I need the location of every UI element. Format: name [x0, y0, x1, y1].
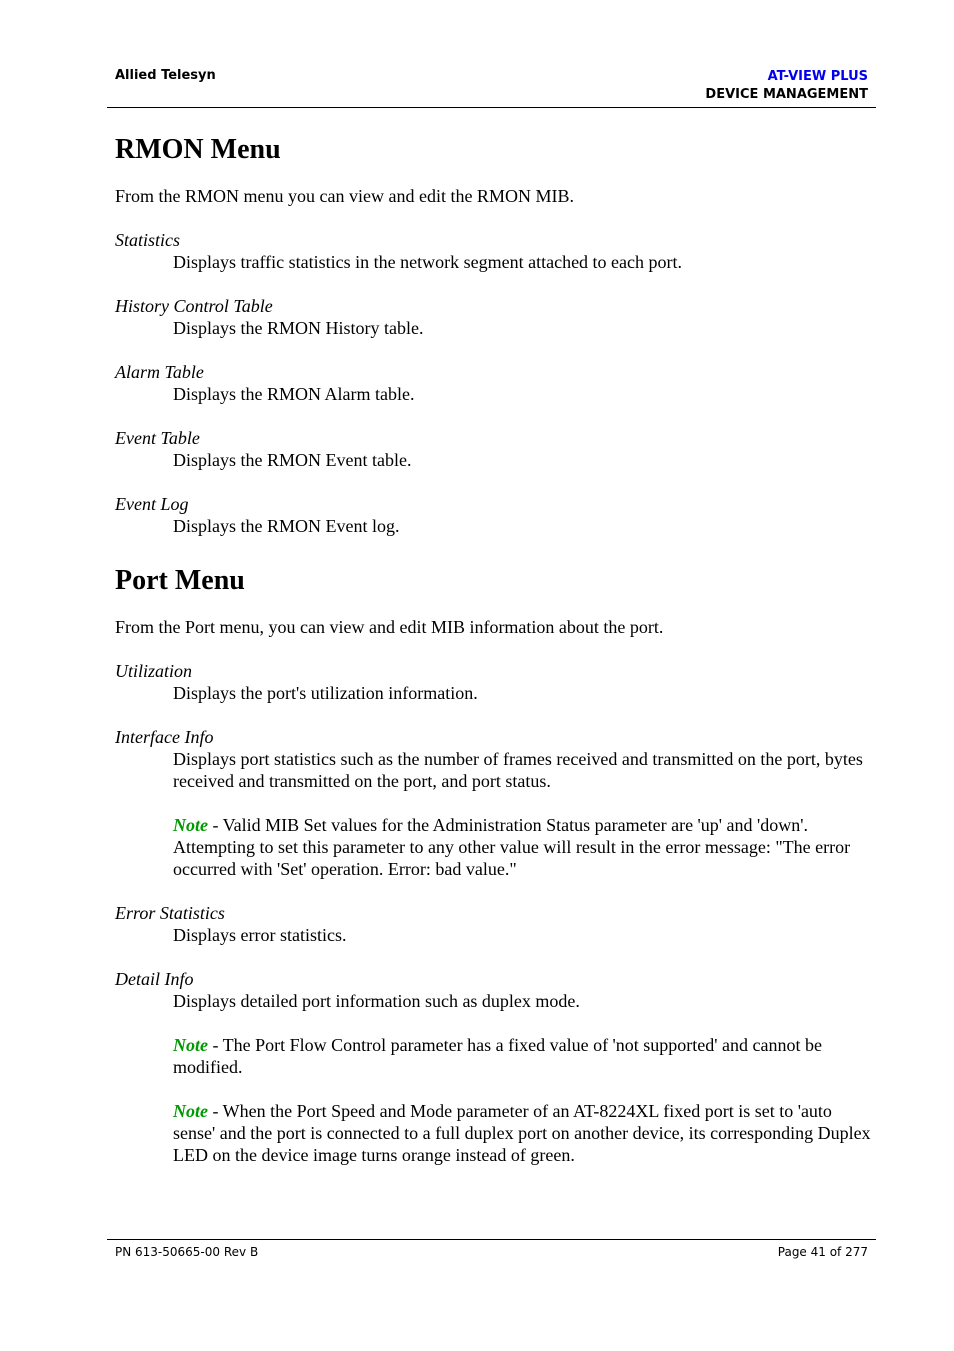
- rmon-item-event-table: [115, 427, 875, 471]
- item-description: Displays the RMON Event table.: [173, 450, 412, 470]
- item-description: Displays error statistics.: [173, 925, 347, 945]
- item-description: Displays port statistics such as the number of frames received and transmitted on the port, bytes received and transmitted on the port, and port status.: [173, 749, 863, 791]
- port-item-detail-info: [115, 968, 875, 1166]
- item-term: Error Statistics: [115, 903, 225, 923]
- note-label: Note: [173, 1035, 208, 1055]
- note-paragraph: [173, 1034, 875, 1078]
- note-text: - The Port Flow Control parameter has a fixed value of 'not supported' and cannot be modified.: [173, 1035, 822, 1077]
- item-description: Displays the port's utilization information.: [173, 683, 478, 703]
- rmon-item-history-control-table: [115, 295, 875, 339]
- item-term: Utilization: [115, 661, 193, 681]
- rmon-item-event-log: [115, 493, 875, 537]
- note-paragraph: [173, 814, 875, 880]
- note-label: Note: [173, 1101, 208, 1121]
- header-section: DEVICE MANAGEMENT: [705, 87, 868, 102]
- item-description: Displays the RMON History table.: [173, 318, 424, 338]
- port-item-interface-info: [115, 726, 875, 880]
- page-content: [115, 128, 875, 1188]
- rmon-menu-heading: RMON Menu: [115, 134, 281, 165]
- port-item-error-statistics: [115, 902, 875, 946]
- port-intro: From the Port menu, you can view and edit MIB information about the port.: [115, 617, 664, 637]
- rmon-intro: From the RMON menu you can view and edit the RMON MIB.: [115, 186, 574, 206]
- note-text: - When the Port Speed and Mode parameter of an AT-8224XL fixed port is set to 'auto sense' and the port is connected to a full duplex port on another device, its corresponding Duplex LED on the device image turns orange instead of green.: [173, 1101, 871, 1165]
- item-term: Detail Info: [115, 969, 194, 989]
- port-item-utilization: [115, 660, 875, 704]
- item-term: Statistics: [115, 230, 181, 250]
- header-company: Allied Telesyn: [115, 68, 216, 83]
- item-term: History Control Table: [115, 296, 273, 316]
- header-divider: [107, 107, 876, 108]
- item-description: Displays the RMON Alarm table.: [173, 384, 415, 404]
- header-title-block: [705, 68, 868, 104]
- footer-page-number: Page 41 of 277: [777, 1245, 868, 1259]
- port-menu-heading: Port Menu: [115, 565, 245, 596]
- note-text: - Valid MIB Set values for the Administration Status parameter are 'up' and 'down'. Attempting to set this parameter to any other value will result in the error message: "The error occurred with 'Set' operation. Error: bad value.": [173, 815, 851, 879]
- footer-part-number: PN 613-50665-00 Rev B: [115, 1245, 259, 1259]
- rmon-item-alarm-table: [115, 361, 875, 405]
- item-term: Event Log: [115, 494, 189, 514]
- item-term: Alarm Table: [115, 362, 204, 382]
- footer-divider: [107, 1239, 876, 1240]
- rmon-item-statistics: [115, 229, 875, 273]
- header-product: AT-VIEW PLUS: [767, 69, 868, 84]
- item-description: Displays detailed port information such as duplex mode.: [173, 991, 580, 1011]
- note-paragraph: [173, 1100, 875, 1166]
- note-label: Note: [173, 815, 208, 835]
- item-term: Interface Info: [115, 727, 214, 747]
- item-description: Displays the RMON Event log.: [173, 516, 400, 536]
- item-description: Displays traffic statistics in the network segment attached to each port.: [173, 252, 683, 272]
- item-term: Event Table: [115, 428, 200, 448]
